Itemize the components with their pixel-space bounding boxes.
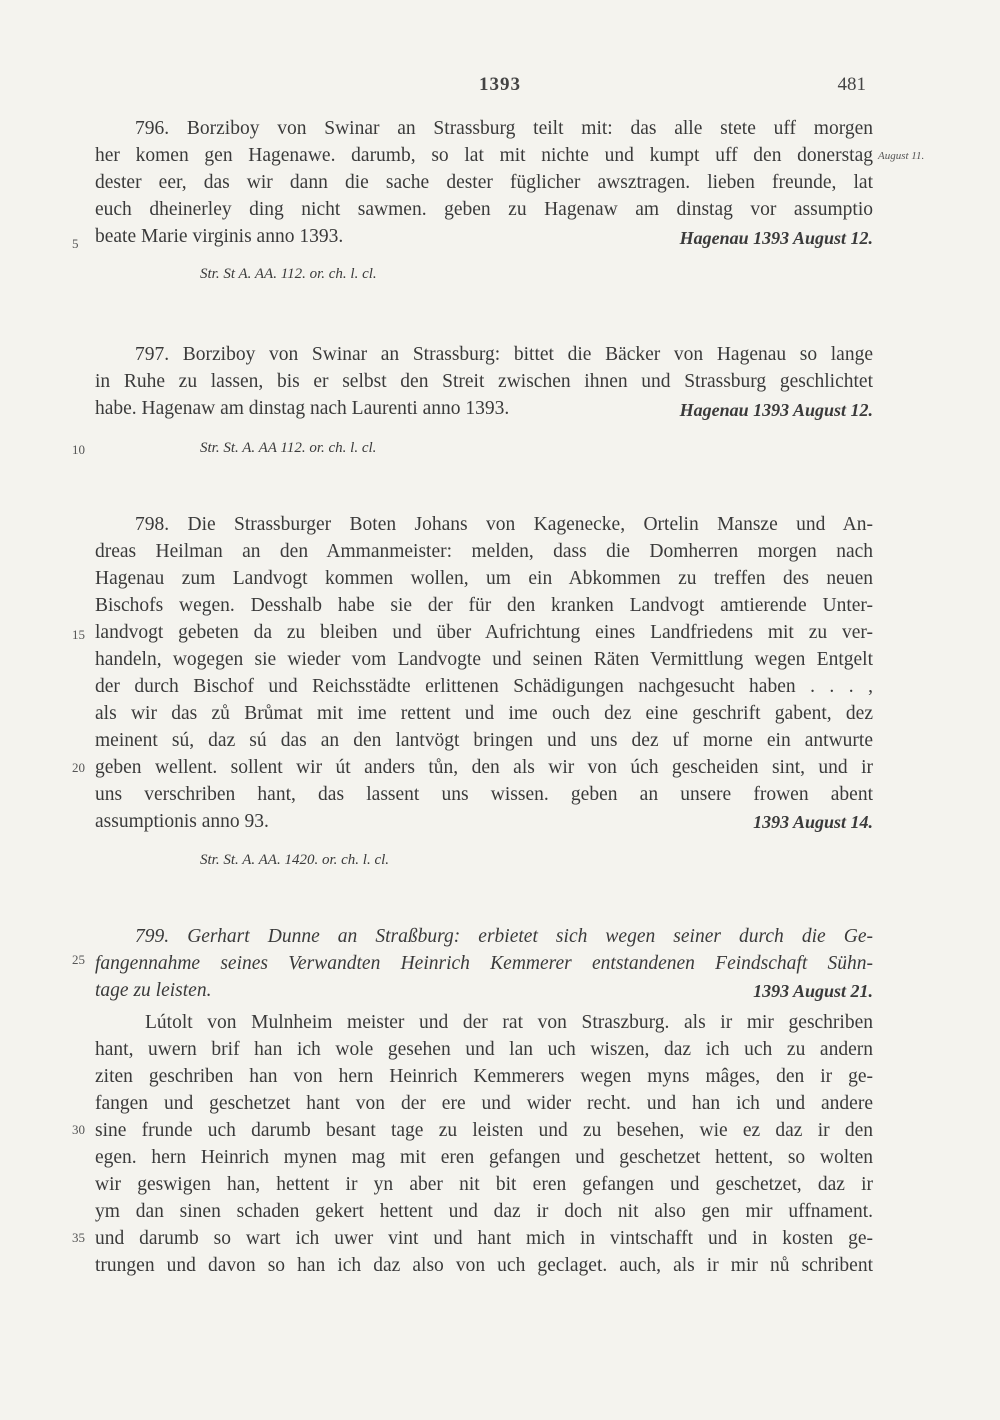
- entry-text-line: 798. Die Strassburger Boten Johans von Kagenecke, Ortelin Mansze und An-: [135, 514, 873, 535]
- entry-date: Hagenau 1393 August 12.: [679, 400, 873, 420]
- line-number: 15: [72, 627, 85, 642]
- entry-text-line: der durch Bischof und Reichsstädte erlittenen Schädigungen nachgesucht haben . . . ,: [95, 676, 873, 697]
- entry-text-line: assumptionis anno 93.: [95, 811, 269, 832]
- entry-text-line: her komen gen Hagenawe. darumb, so lat mit nichte und kumpt uff den donerstag: [95, 145, 873, 166]
- line-number: 35: [72, 1230, 85, 1245]
- entry-text-line: uns verschriben hant, das lassent uns wissen. geben an unsere frowen abent: [95, 784, 873, 805]
- body-text-line: ym dan sinen schaden gekert hettent und daz ir doch nit also gen mir uffnament.: [95, 1201, 873, 1222]
- entry-date: Hagenau 1393 August 12.: [679, 228, 873, 248]
- body-text-line: trungen und davon so han ich daz also von uch geclaget. auch, als ir mir nů schribent: [95, 1255, 873, 1276]
- archive-source: Str. St. A. AA. 1420. or. ch. l. cl.: [200, 852, 390, 868]
- entry-text-line: meinent sú, daz sú das an den lantvögt bringen und uns dez uf morne ein antwurte: [95, 730, 873, 751]
- entry-text-line: landvogt gebeten da zu bleiben und über Aufrichtung eines Landfriedens mit zu ver-: [95, 622, 873, 643]
- entry-summary-line: fangennahme seines Verwandten Heinrich Kemmerer entstandenen Feindschaft Sühn-: [95, 953, 873, 974]
- entry-text-line: Bischofs wegen. Desshalb habe sie der für den kranken Landvogt amtierende Unter-: [95, 595, 873, 616]
- body-text-line: sine frunde uch darumb besant tage zu leisten und zu besehen, wie ez daz ir den: [95, 1120, 873, 1141]
- body-text-line: fangen und geschetzet hant von der ere und wider recht. und han ich und andere: [95, 1093, 873, 1114]
- body-text-line: hant, uwern brif han ich wole gesehen und lan uch wiszen, daz ich uch zu andern: [95, 1039, 873, 1060]
- body-text-line: Lútolt von Mulnheim meister und der rat von Straszburg. als ir mir geschriben: [145, 1012, 873, 1033]
- entry-date: 1393 August 14.: [753, 812, 873, 832]
- line-number: 5: [72, 236, 79, 251]
- line-number: 25: [72, 952, 85, 967]
- line-number: 10: [72, 442, 85, 457]
- line-number: 30: [72, 1122, 85, 1137]
- body-text-line: wir geswigen han, hettent ir yn aber nit bit eren gefangen und geschetzet, daz ir: [95, 1174, 873, 1195]
- entry-text-line: in Ruhe zu lassen, bis er selbst den Streit zwischen ihnen und Strassburg geschlichtet: [95, 371, 873, 392]
- entry-text-line: dreas Heilman an den Ammanmeister: melden, dass die Domherren morgen nach: [95, 541, 873, 562]
- body-text-line: ziten geschriben han von hern Heinrich Kemmerers wegen myns mâges, den ir ge-: [95, 1066, 873, 1087]
- archive-source: Str. St A. AA. 112. or. ch. l. cl.: [200, 266, 377, 282]
- entry-text-line: 796. Borziboy von Swinar an Strassburg teilt mit: das alle stete uff morgen: [135, 118, 873, 139]
- entry-text-line: beate Marie virginis anno 1393.: [95, 226, 344, 247]
- running-head-year: 1393: [479, 74, 521, 95]
- entry-text-line: dester eer, das wir dann die sache dester füglicher awsztragen. lieben freunde, lat: [95, 172, 873, 193]
- body-text-line: und darumb so wart ich uwer vint und hant mich in vintschafft und in kosten ge-: [95, 1228, 873, 1249]
- entry-text-line: 797. Borziboy von Swinar an Strassburg: bittet die Bäcker von Hagenau so lange: [135, 344, 873, 365]
- entry-text-line: habe. Hagenaw am dinstag nach Laurenti anno 1393.: [95, 398, 510, 419]
- line-number: 20: [72, 760, 85, 775]
- margin-date-note: August 11.: [878, 150, 925, 162]
- entry-text-line: euch dheinerley ding nicht sawmen. geben zu Hagenaw am dinstag vor assumptio: [95, 199, 873, 220]
- entry-date: 1393 August 21.: [753, 981, 873, 1001]
- entry-text-line: Hagenau zum Landvogt kommen wollen, um ein Abkommen zu treffen des neuen: [95, 568, 873, 589]
- entry-text-line: geben wellent. sollent wir út anders tůn, den als wir von úch gescheiden sint, und ir: [95, 757, 873, 778]
- entry-summary-line: 799. Gerhart Dunne an Straßburg: erbietet sich wegen seiner durch die Ge-: [135, 926, 873, 947]
- archive-source: Str. St. A. AA 112. or. ch. l. cl.: [200, 440, 377, 456]
- page-number: 481: [837, 74, 866, 95]
- entry-summary-line: tage zu leisten.: [95, 980, 212, 1001]
- body-text-line: egen. hern Heinrich mynen mag mit eren gefangen und geschetzet hettent, so wolten: [95, 1147, 873, 1168]
- entry-text-line: handeln, wogegen sie wieder vom Landvogte und seinen Räten Vermittlung wegen Entgelt: [95, 649, 873, 670]
- entry-text-line: als wir das zů Brůmat mit ime rettent und ime ouch dez eine geschrift gabent, dez: [95, 703, 873, 724]
